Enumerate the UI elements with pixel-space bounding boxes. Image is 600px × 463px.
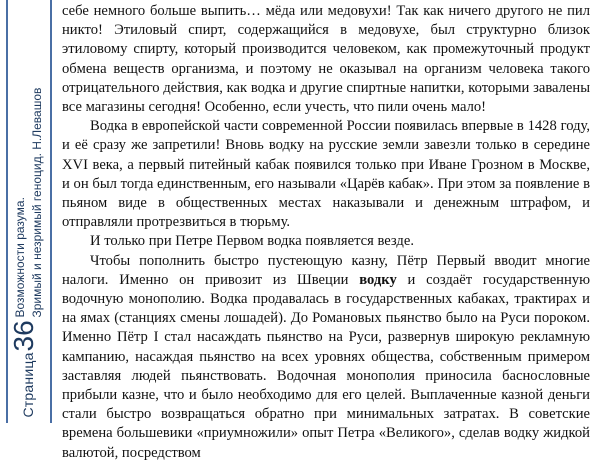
book-title-line1: Возможности разума. [13,196,27,317]
page-number-label [10,320,38,417]
bold-word-vodka: водку [359,271,397,288]
paragraph-3: И только при Петре Первом водка появляется везде. [90,233,414,250]
paragraph-4-after: и создаёт государственную водочную монополию. Водка продавалась в государственных кабаках, трактирах и на ямах (станциях смены лошадей). До Романовых пьянство было на Руси пороком. Именно Пётр I стал насаждать пьянство на Руси, развернув широкую рекламную кампанию, насаждая пьянство на всех уровнях общества, собственным примером заставляя людей пьянствовать. Водочная монополия приносила баснословные прибыли казне, что и было необходимо для его целей. Выплаченные казной деньги стали быстро возвращаться обратно при минимальных затратах. В советские времена большевики «приумножили» опыт Петра «Великого», сделав водку жидкой валютой, посредством [62,271,590,461]
book-title [12,57,46,317]
page-sidebar [6,0,52,423]
sidebar-rotated-content [6,0,52,423]
paragraph-1: себе немного больше выпить… мёда или медовухи! Так как ничего другого не пил никто! Этиловый спирт, содержащийся в медовухе, был структурно близок этиловому спирту, который производится человеком, как промежуточный продукт обмена веществ организма, и поэтому не оказывал на организм человека такого отрицательного действия, как водка и другие спиртные напитки, которыми завалены все магазины сегодня! Особенно, если учесть, что пили очень мало! [62,3,590,116]
paragraph-2: Водка в европейской части современной России появилась впервые в 1428 году, и её сразу же запретили! Вновь водку на русские земли завезли только в середине XVI века, а первый питейный кабак появился только при Иване Грозном в Москве, и он был тогда единственным, его называли «Царёв кабак». При этом за появление в пьяном виде в общественных местах наказывали и денежным штрафом, и отправляли протрезвиться в тюрьму. [62,118,590,231]
body-text [62,2,590,463]
paragraph-4 [62,252,590,463]
page-number: 36 [8,319,39,351]
paragraph-4-before: Чтобы пополнить быстро пустеющую казну, Пётр Первый вводит многие налоги. Именно он привозит из Швеции [62,252,590,288]
page-word: Страница [20,351,36,417]
book-title-line2: Зримый и незримый геноцид. Н.Левашов [30,87,44,317]
